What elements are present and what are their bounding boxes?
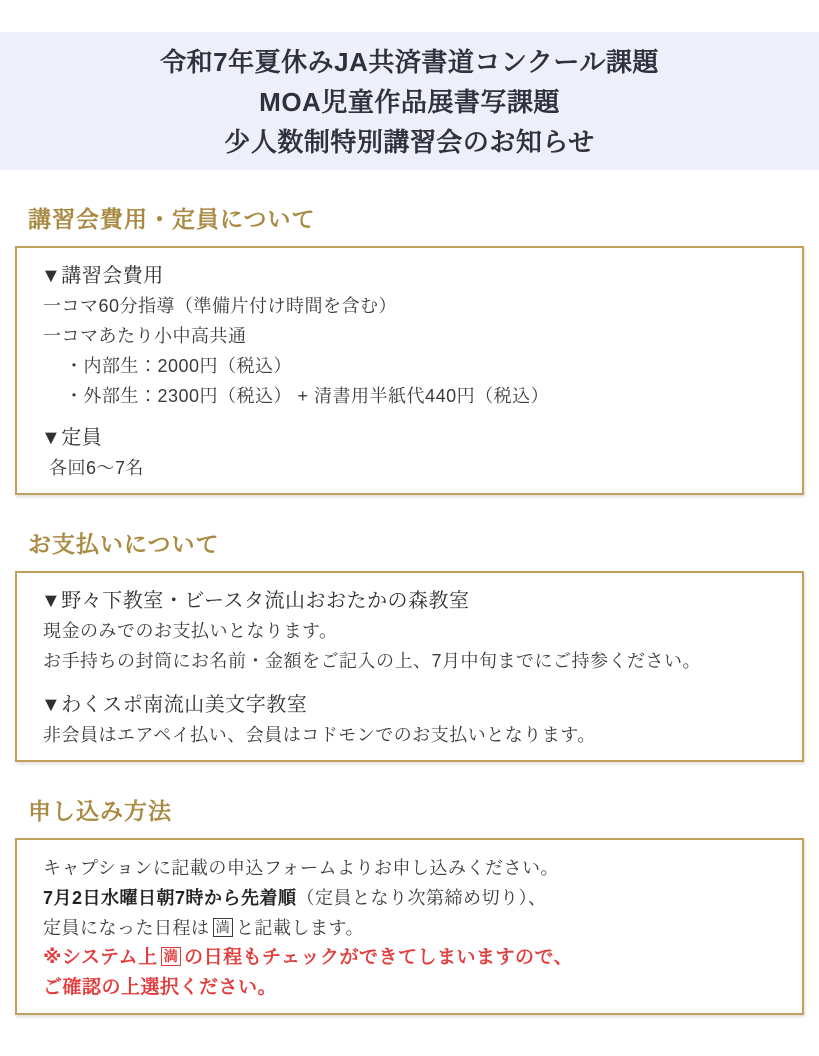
full-note-post: と記載します。 — [236, 918, 365, 938]
apply-section-heading: 申し込み方法 — [28, 798, 172, 824]
fees-box — [15, 246, 804, 495]
notice-title-line-1: 令和7年夏休みJA共済書道コンクール課題 — [160, 47, 659, 77]
fees-section-heading: 講習会費用・定員について — [28, 206, 316, 232]
payment-box — [15, 571, 804, 762]
capacity-group-title: ▼定員 — [41, 427, 103, 449]
payment-group-cashless — [41, 690, 778, 750]
fee-group-title: ▼講習会費用 — [41, 265, 164, 287]
apply-deadline-bold: 7月2日水曜日朝7時から先着順 — [43, 888, 297, 908]
notice-content — [0, 201, 819, 1015]
apply-line-full-note — [43, 913, 778, 943]
cashless-group-title: ▼わくスポ南流山美文字教室 — [41, 694, 308, 716]
warning-full-mark-badge: 満 — [161, 947, 182, 966]
full-mark-badge: 満 — [213, 918, 234, 937]
fee-item-external: ・外部生：2300円（税込） + 清書用半紙代440円（税込） — [65, 386, 550, 406]
full-note-pre: 定員になった日程は — [43, 918, 210, 938]
apply-warning-line-1 — [43, 943, 778, 973]
notice-title-band — [0, 32, 819, 170]
payment-group-cash — [41, 586, 778, 676]
section-payment — [15, 526, 804, 762]
cash-line-2: お手持ちの封筒にお名前・金額をご記入の上、7月中旬までにご持参ください。 — [43, 651, 702, 671]
payment-section-heading: お支払いについて — [28, 531, 220, 557]
fee-duration-line: 一コマ60分指導（準備片付け時間を含む） — [43, 296, 398, 316]
notice-page — [0, 32, 819, 1056]
cash-line-1: 現金のみでのお支払いとなります。 — [43, 621, 338, 641]
cash-group-title: ▼野々下教室・ビースタ流山おおたかの森教室 — [41, 590, 470, 612]
notice-title-line-2: MOA児童作品展書写課題 — [259, 87, 560, 117]
cashless-line-1: 非会員はエアペイ払い、会員はコドモンでのお支払いとなります。 — [43, 725, 596, 745]
warning-post: の日程もチェックができてしまいますので、 — [184, 947, 574, 968]
apply-box — [15, 838, 804, 1015]
apply-line-form: キャプションに記載の申込フォームよりお申し込みください。 — [43, 858, 560, 878]
fee-group — [41, 261, 778, 411]
apply-warning-line-2: ご確認の上選択ください。 — [43, 977, 278, 998]
warning-pre: ※システム上 — [43, 947, 158, 968]
fee-item-internal: ・内部生：2000円（税込） — [65, 356, 293, 376]
capacity-group — [41, 423, 778, 483]
capacity-line: 各回6〜7名 — [49, 458, 145, 478]
apply-line-deadline — [43, 883, 778, 913]
apply-deadline-rest: （定員となり次第締め切り）、 — [296, 888, 547, 908]
fee-scope-line: 一コマあたり小中高共通 — [43, 326, 247, 346]
notice-title-line-3: 少人数制特別講習会のお知らせ — [224, 127, 595, 157]
section-apply — [15, 793, 804, 1015]
section-fees — [15, 201, 804, 495]
